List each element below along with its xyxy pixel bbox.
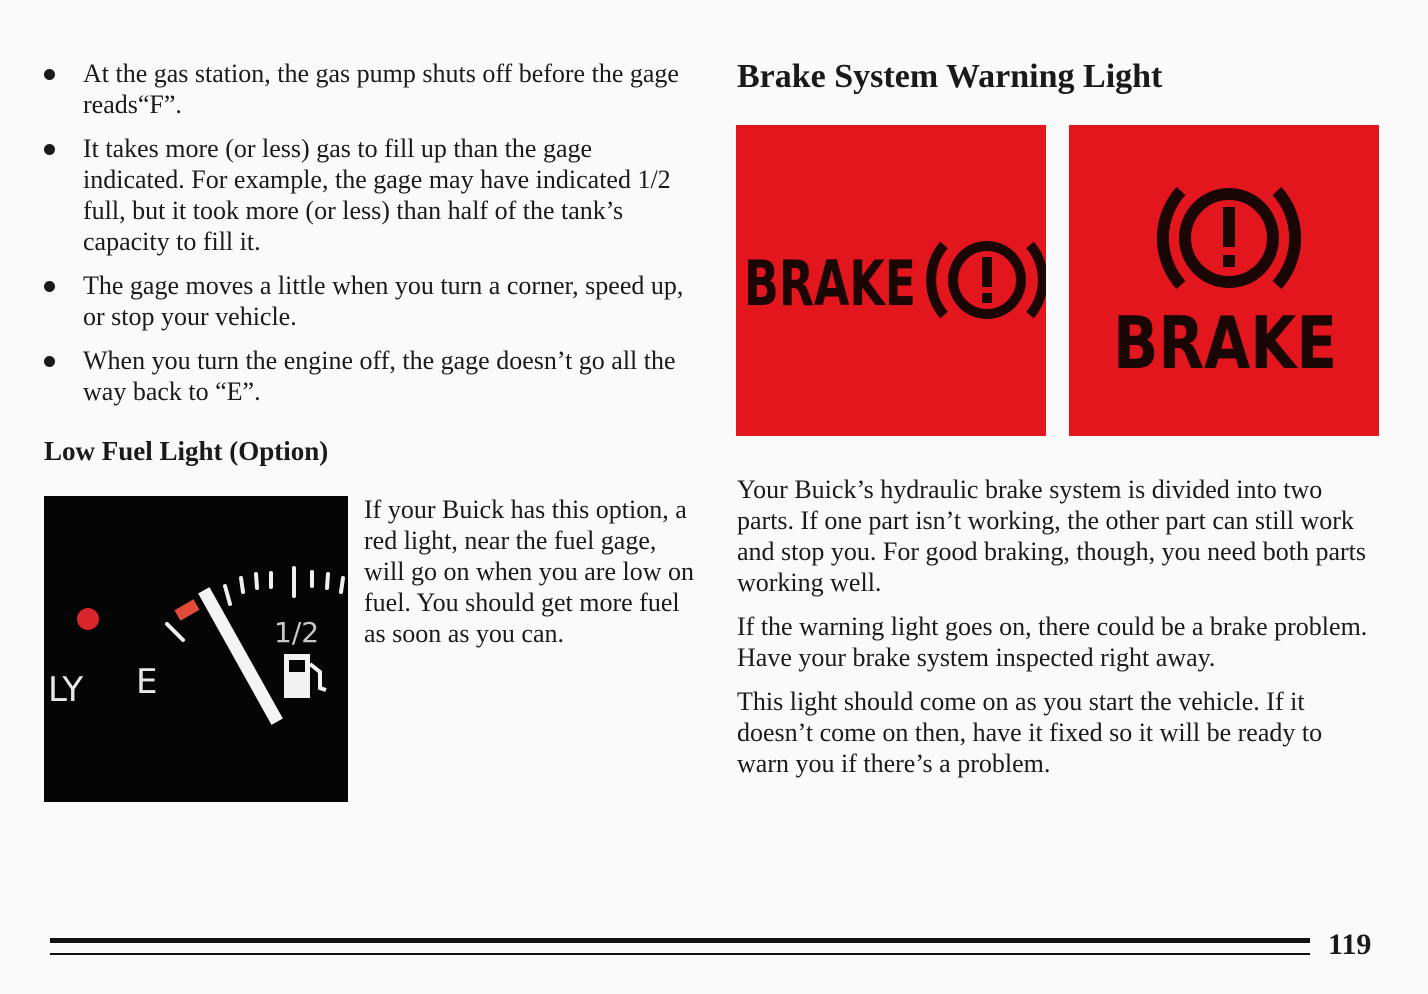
fuel-gauge-photo — [44, 496, 348, 802]
fuel-gage-bullet-list — [42, 58, 692, 420]
bullet-text: It takes more (or less) gas to fill up than the gage indicated. For example, the gage may have indicated 1/2 full, but it took more (or less) than half of the tank’s capacity to fill it. — [83, 134, 671, 256]
brake-heading: Brake System Warning Light — [737, 58, 1163, 95]
low-fuel-heading: Low Fuel Light (Option) — [44, 436, 329, 466]
page-number: 119 — [1328, 928, 1372, 961]
bullet-item — [42, 58, 692, 120]
brake-paragraph: This light should come on as you start the vehicle. If it doesn’t come on then, have it fixed so it will be ready to warn you if there’s a problem. — [737, 687, 1323, 778]
bullet-dot — [44, 69, 55, 80]
bullet-text: At the gas station, the gas pump shuts off before the gage reads“F”. — [83, 59, 679, 119]
bullet-text: The gage moves a little when you turn a corner, speed up, or stop your vehicle. — [83, 271, 684, 331]
gauge-edge-label: LY — [48, 670, 84, 710]
bullet-item — [42, 270, 692, 332]
gauge-empty-label: E — [136, 662, 158, 702]
footer-rule — [50, 938, 1310, 943]
brake-paragraph: Your Buick’s hydraulic brake system is divided into two parts. If one part isn’t working, the other part can still work and stop you. For good braking, though, you need both parts working well. — [737, 475, 1366, 597]
brake-word: BRAKE — [1113, 301, 1337, 385]
bullet-item — [42, 133, 692, 257]
low-fuel-description: If your Buick has this option, a red light, near the fuel gage, will go on when you are low on fuel. You should get more fuel as soon as you can. — [364, 495, 695, 648]
brake-light-stacked — [1069, 125, 1379, 436]
bullet-dot — [44, 281, 55, 292]
brake-warning-icon — [931, 245, 1043, 315]
bullet-text: When you turn the engine off, the gage doesn’t go all the way back to “E”. — [83, 346, 676, 406]
gauge-red-zone — [174, 599, 199, 620]
footer-rule-thin — [50, 953, 1310, 955]
brake-paragraph: If the warning light goes on, there could be a brake problem. Have your brake system inspected right away. — [737, 612, 1368, 672]
low-fuel-light-dot — [77, 608, 99, 630]
gauge-needle — [207, 596, 274, 716]
brake-word: BRAKE — [744, 247, 916, 320]
brake-warning-icon — [1163, 191, 1295, 285]
bullet-item — [42, 345, 692, 407]
fuel-gauge-illustration — [44, 496, 348, 802]
bullet-dot — [44, 356, 55, 367]
brake-light-horizontal — [736, 125, 1046, 436]
gauge-half-label: 1/2 — [274, 616, 320, 649]
fuel-pump-icon — [284, 654, 326, 698]
bullet-dot — [44, 144, 55, 155]
